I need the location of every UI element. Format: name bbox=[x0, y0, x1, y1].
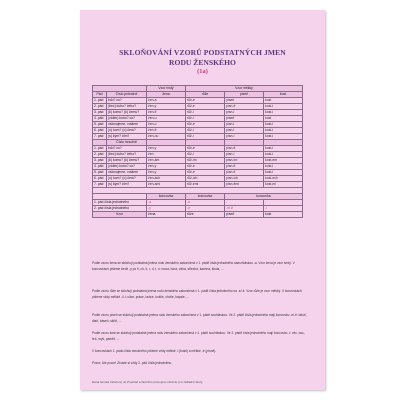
case-question: oslovujeme, voláme bbox=[107, 170, 147, 176]
declension-cell: růž-í bbox=[186, 152, 225, 158]
pattern-header: píseň bbox=[225, 92, 264, 98]
case-question: oslovujeme, voláme bbox=[107, 122, 147, 128]
declension-cell: písn-ě bbox=[225, 104, 264, 110]
declension-cell: žen-ám bbox=[147, 158, 186, 164]
case-question: (o) kom? (o) čem? bbox=[107, 176, 147, 182]
ending-cell: - bbox=[225, 200, 264, 206]
ending-cell: -e bbox=[186, 200, 225, 206]
singular-rows bbox=[93, 98, 303, 140]
declension-cell: žen-ě bbox=[147, 128, 186, 134]
declension-cell: žen-y bbox=[147, 170, 186, 176]
case-question: (k) komu? (k) čemu? bbox=[107, 158, 147, 164]
declension-cell: kost-ech bbox=[264, 176, 303, 182]
ending-label: koncovka bbox=[225, 194, 303, 200]
declension-cell: písn-ě bbox=[225, 170, 264, 176]
declension-cell: žen-y bbox=[147, 104, 186, 110]
declension-cell: kost bbox=[264, 98, 303, 104]
case-question: kdo? co? bbox=[107, 146, 147, 152]
declension-cell: písn-i bbox=[225, 128, 264, 134]
singular-label: Číslo jednotné bbox=[107, 92, 147, 98]
declension-cell: růž-i bbox=[186, 128, 225, 134]
grammar-sheet bbox=[80, 10, 325, 390]
ending-row-label: 2. pád čísla jednotného bbox=[93, 206, 147, 212]
paragraph-warning: Pozor: Ale pozor! Zkuste si vždy 2. pád čísla jednotného. bbox=[92, 361, 173, 365]
case-label: 1. pád bbox=[93, 98, 107, 104]
declension-cell: písn-ím bbox=[225, 158, 264, 164]
declension-cell: růž-e bbox=[186, 170, 225, 176]
case-question: (o) kom? (o) čem? bbox=[107, 128, 147, 134]
case-label: 2. pád bbox=[93, 152, 107, 158]
ending-cell: -e/-ě bbox=[225, 206, 264, 212]
plural-label: Číslo množné bbox=[107, 140, 147, 146]
case-label: 4. pád bbox=[93, 164, 107, 170]
paragraph-ruze: Podle vzoru růže se skloňují podstatná jména rodu ženského zakončená v 1. pádě čísla jednotného na -e/-ě. Vzor růže je vzor měkký. V koncovkách píšeme vždy měkké -i/-í: ulice, práce, lavice, košile, chvíle, kapsle, ... bbox=[92, 289, 302, 299]
declension-cell: kost-i bbox=[264, 128, 303, 134]
declension-cell: žen-ách bbox=[147, 176, 186, 182]
group-header-hard: Vzor tvrdý bbox=[147, 86, 186, 92]
vzor-cell: růže bbox=[186, 212, 225, 218]
case-col-header: Pád bbox=[93, 92, 107, 98]
sheet-title: SKLOŇOVÁNÍ VZORŮ PODSTATNÝCH JMEN bbox=[119, 48, 286, 57]
pattern-header: žena bbox=[147, 92, 186, 98]
case-label: 2. pád bbox=[93, 104, 107, 110]
case-label: 6. pád bbox=[93, 176, 107, 182]
case-label: 4. pád bbox=[93, 116, 107, 122]
declension-cell: písn-ích bbox=[225, 176, 264, 182]
case-question: (bez) koho? čeho? bbox=[107, 152, 147, 158]
vzor-cell: žena bbox=[147, 212, 186, 218]
pattern-header: kost bbox=[264, 92, 303, 98]
declension-cell: růž-e bbox=[186, 98, 225, 104]
case-question: (s) kým? čím? bbox=[107, 134, 147, 140]
vzor-cell: píseň bbox=[225, 212, 264, 218]
case-label: 5. pád bbox=[93, 170, 107, 176]
declension-cell: píseň bbox=[225, 116, 264, 122]
case-question: (vidím) koho? co? bbox=[107, 116, 147, 122]
declension-cell: růž-e bbox=[186, 164, 225, 170]
declension-cell: růž-e bbox=[186, 104, 225, 110]
footer-note: Daná témata zařazeny do Pravidel a školního pravopisu učebnic pro základní školy. bbox=[92, 380, 204, 384]
paragraph-zena: Podle vzoru žena se skloňují podstatná jména rodu ženského zakončená v 1. pádě čísla jednotného samohláskou -a. Vzor žena je vzor tvrdý. V koncovkách píšeme tvrdé -y po h, ch, k, r, d, t, n: roura, hora, váha, střecha, kachna, škola, ... bbox=[92, 261, 295, 271]
group-header-soft: Vzor měkký bbox=[186, 86, 303, 92]
case-question: (vidím) koho? co? bbox=[107, 164, 147, 170]
declension-cell: písn-ě bbox=[225, 146, 264, 152]
paragraph-kost: Podle vzoru kost se skloňují podstatná jména rodu ženského zakončená v 1. pádě souhláskou. Ve 2. pádě čísla jednotného mají koncovku -i: věc, noc, řeč, myš, paměť, ... bbox=[92, 331, 305, 341]
declension-cell: růž-i bbox=[186, 116, 225, 122]
declension-cell: kost-em bbox=[264, 158, 303, 164]
declension-cell: žen-a bbox=[147, 98, 186, 104]
declension-cell: kost-i bbox=[264, 164, 303, 170]
declension-cell: žen-y bbox=[147, 146, 186, 152]
declension-cell: kost-i bbox=[264, 110, 303, 116]
declension-cell: písn-ě bbox=[225, 164, 264, 170]
declension-cell: růž-e bbox=[186, 122, 225, 128]
declension-cell: žen bbox=[147, 152, 186, 158]
case-label: 3. pád bbox=[93, 110, 107, 116]
case-label: 5. pád bbox=[93, 122, 107, 128]
declension-cell: písn-i bbox=[225, 122, 264, 128]
case-label: 7. pád bbox=[93, 182, 107, 188]
case-label: 7. pád bbox=[93, 134, 107, 140]
declension-cell: růž-ím bbox=[186, 158, 225, 164]
declension-table bbox=[92, 85, 303, 218]
ending-cell: -y bbox=[147, 206, 186, 212]
case-label: 3. pád bbox=[93, 158, 107, 164]
declension-cell: kost-i bbox=[264, 122, 303, 128]
ending-label: koncovka bbox=[186, 194, 225, 200]
declension-cell: růž-í bbox=[186, 134, 225, 140]
declension-cell: žen-u bbox=[147, 116, 186, 122]
declension-cell: kost-i bbox=[264, 146, 303, 152]
case-label: 6. pád bbox=[93, 128, 107, 134]
paragraph-plural-note: V koncovkách 1. pádu čísla množného píšeme vždy měkké -i (kosti) a měkké -ě (písně). bbox=[92, 349, 217, 353]
declension-cell: písn-i bbox=[225, 110, 264, 116]
vzor-row bbox=[93, 212, 303, 218]
declension-cell: písn-ěmi bbox=[225, 182, 264, 188]
declension-cell: růž-emi bbox=[186, 182, 225, 188]
plural-rows bbox=[93, 146, 303, 188]
declension-cell: růž-i bbox=[186, 110, 225, 116]
declension-cell: písn-í bbox=[225, 152, 264, 158]
ending-label: koncovka bbox=[147, 194, 186, 200]
case-label: 1. pád bbox=[93, 146, 107, 152]
declension-cell: žen-ami bbox=[147, 182, 186, 188]
ending-cell: - bbox=[264, 200, 303, 206]
sheet-subtitle: RODU ŽENSKÉHO bbox=[169, 58, 236, 67]
case-question: (bez) koho? čeho? bbox=[107, 104, 147, 110]
declension-cell: kost bbox=[264, 116, 303, 122]
declension-cell: kost-í bbox=[264, 134, 303, 140]
ending-cell: -e bbox=[186, 206, 225, 212]
pattern-header: růže bbox=[186, 92, 225, 98]
vzor-label: Vzor bbox=[93, 212, 147, 218]
ending-row-label: 1. pád čísla jednotného bbox=[93, 200, 147, 206]
declension-cell: kost-mi bbox=[264, 182, 303, 188]
case-question: (k) komu? (k) čemu? bbox=[107, 110, 147, 116]
ending-cell: -i bbox=[264, 206, 303, 212]
case-question: kdo? co? bbox=[107, 98, 147, 104]
declension-cell: kost-i bbox=[264, 170, 303, 176]
ending-cell: -a bbox=[147, 200, 186, 206]
declension-cell: kost-i bbox=[264, 104, 303, 110]
declension-cell: žen-ě bbox=[147, 110, 186, 116]
case-row bbox=[93, 182, 303, 188]
declension-cell: píseň bbox=[225, 98, 264, 104]
declension-cell: růž-ích bbox=[186, 176, 225, 182]
declension-cell: žen-ou bbox=[147, 134, 186, 140]
vzor-cell: kost bbox=[264, 212, 303, 218]
declension-cell: růž-e bbox=[186, 146, 225, 152]
case-question: (s) kým? čím? bbox=[107, 182, 147, 188]
sheet-number: (1a) bbox=[197, 68, 208, 75]
declension-cell: písn-í bbox=[225, 134, 264, 140]
paragraph-pisen: Podle vzoru píseň se skloňují podstatná jména rodu ženského zakončená v 1. pádě souhláskou. Ve 2. pádě čísla jednotného mají koncovku -e/-ě: labuť, dlaň, báseň, skříň, ... bbox=[92, 313, 307, 323]
declension-cell: žen-y bbox=[147, 164, 186, 170]
declension-cell: kost-í bbox=[264, 152, 303, 158]
declension-cell: žen-o bbox=[147, 122, 186, 128]
